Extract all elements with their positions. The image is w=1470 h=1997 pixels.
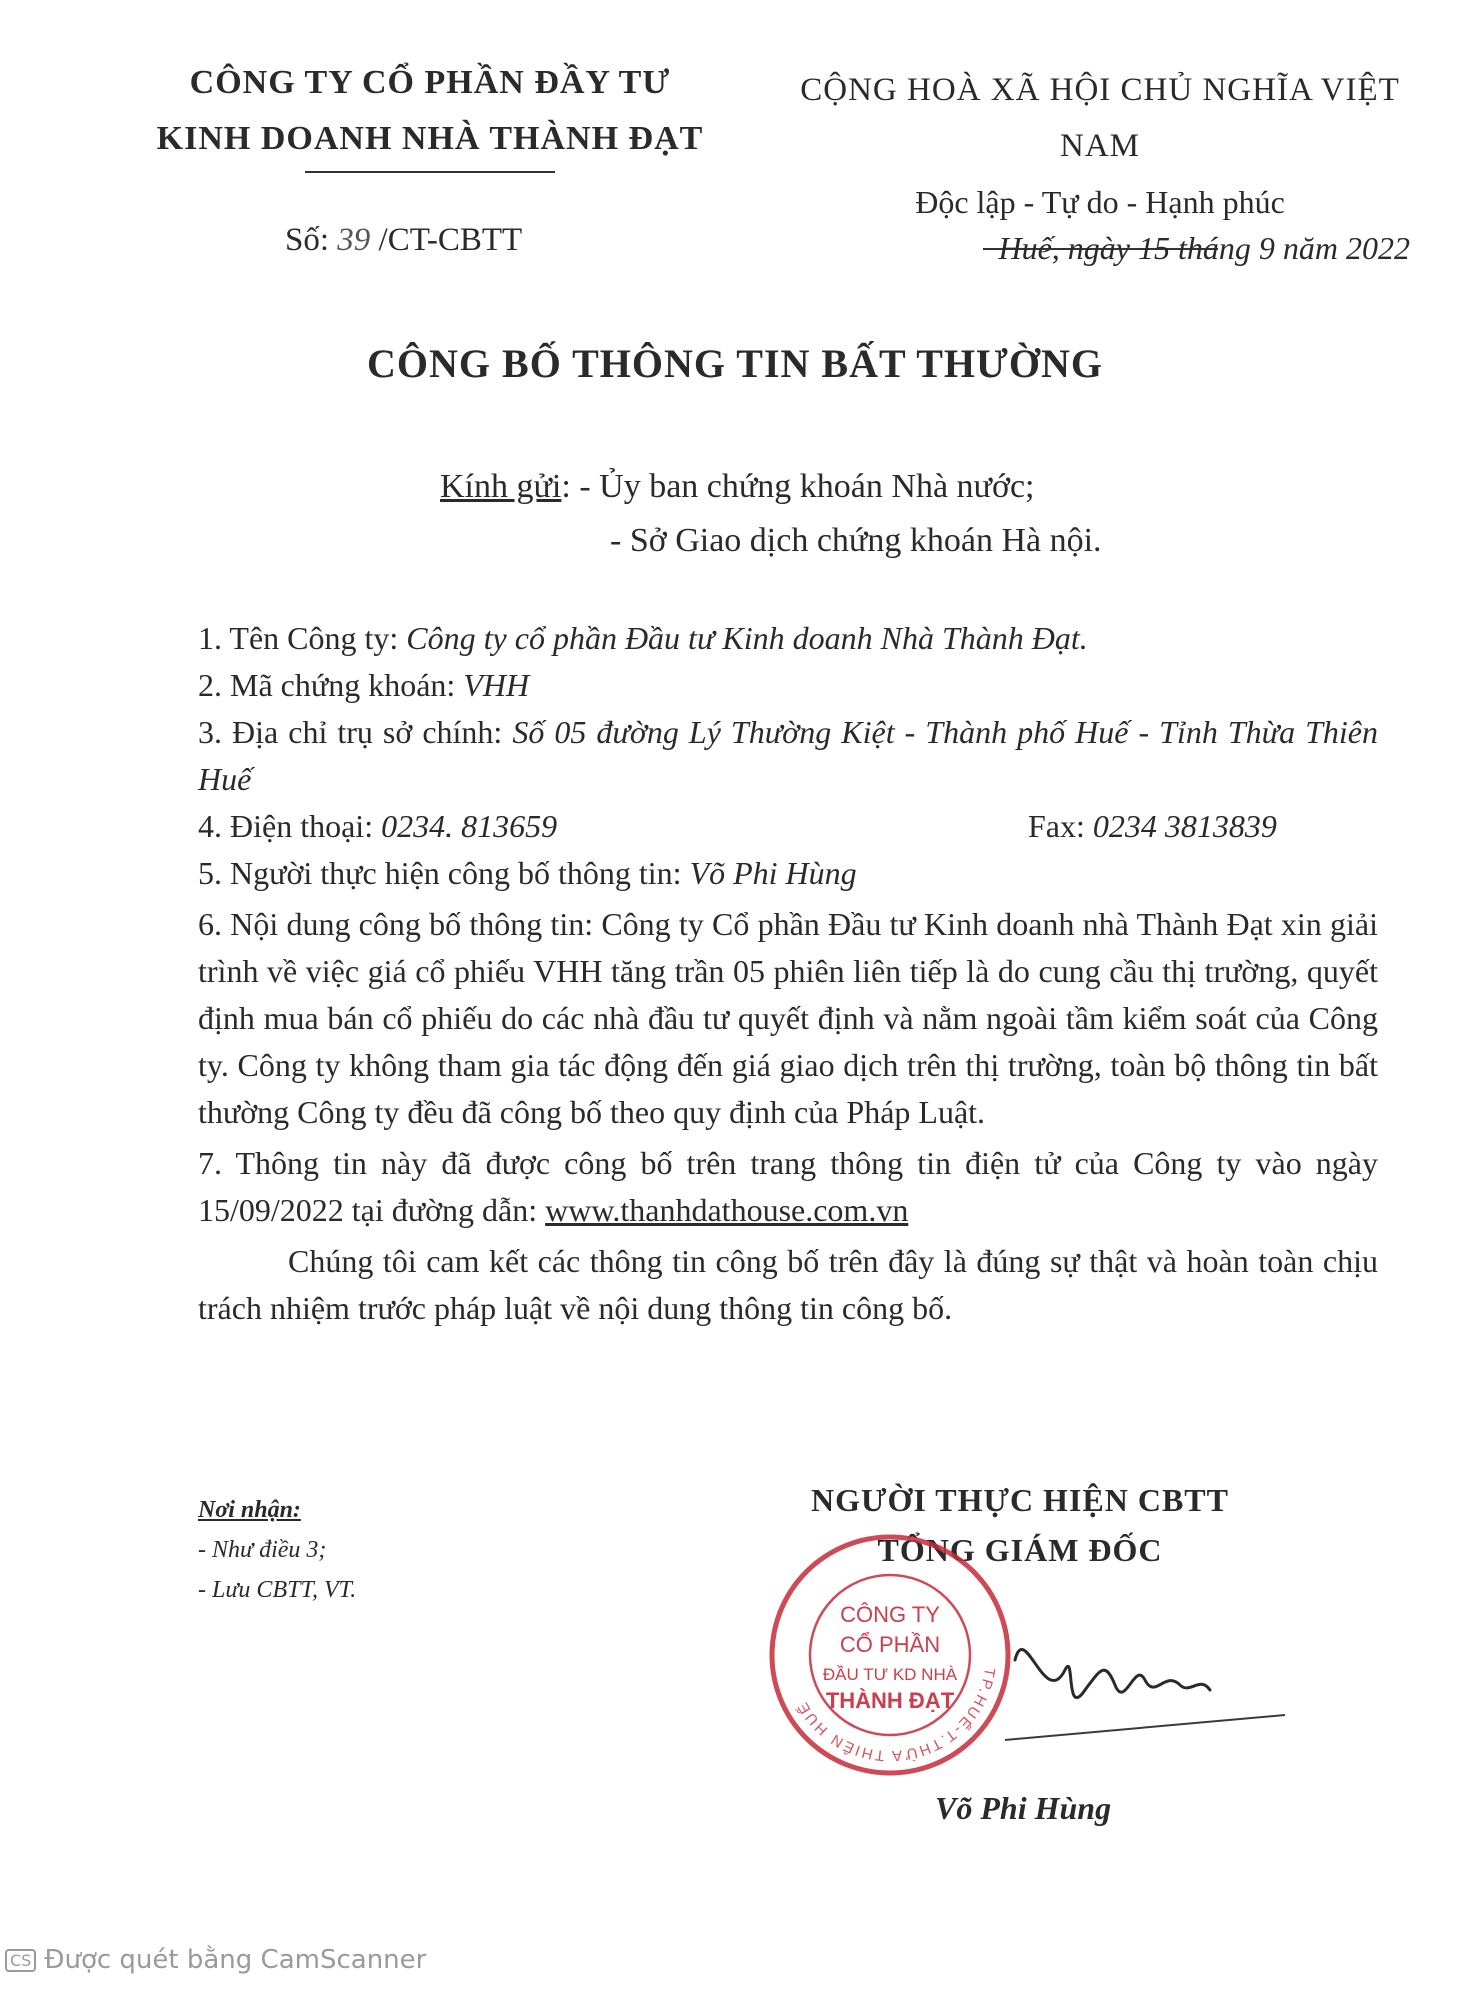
handwritten-signature bbox=[1005, 1600, 1295, 1750]
website-link[interactable]: www.thanhdathouse.com.vn bbox=[545, 1192, 909, 1228]
item-fax: Fax: 0234 3813839 bbox=[1028, 808, 1277, 844]
document-number-value: 39 bbox=[337, 222, 371, 258]
document-title: CÔNG BỐ THÔNG TIN BẤT THƯỜNG bbox=[367, 341, 1103, 386]
document-number bbox=[285, 222, 522, 259]
item-discloser: 5. Người thực hiện công bố thông tin: Võ Phi Hùng bbox=[198, 855, 857, 891]
distribution-item: - Lưu CBTT, VT. bbox=[198, 1577, 357, 1603]
svg-text:CÔNG TY: CÔNG TY bbox=[840, 1602, 940, 1627]
document-date: Huế, ngày 15 tháng 9 năm 2022 bbox=[998, 230, 1410, 266]
item-publication: 7. Thông tin này đã được công bố trên trang thông tin điện tử của Công ty vào ngày 15/09/2022 tại đường dẫn: www.thanhdathouse.com.vn bbox=[198, 1145, 1378, 1228]
distribution-heading: Nơi nhận: bbox=[198, 1497, 301, 1523]
recipients-label: Kính gửi bbox=[440, 468, 562, 505]
document-number-prefix: Số: bbox=[285, 222, 330, 258]
national-title: CỘNG HOÀ XÃ HỘI CHỦ NGHĨA VIỆT NAM bbox=[800, 72, 1400, 164]
company-seal-stamp bbox=[765, 1530, 1015, 1780]
svg-text:ĐẦU TƯ KD NHÀ: ĐẦU TƯ KD NHÀ bbox=[822, 1665, 958, 1684]
svg-text:CỔ PHẦN: CỔ PHẦN bbox=[839, 1632, 941, 1657]
document-number-suffix: /CT-CBTT bbox=[378, 222, 523, 258]
national-motto: Độc lập - Tự do - Hạnh phúc bbox=[915, 184, 1285, 220]
commitment-paragraph: Chúng tôi cam kết các thông tin công bố trên đây là đúng sự thật và hoàn toàn chịu trách nhiệm trước pháp luật về nội dung thông tin công bố. bbox=[198, 1243, 1378, 1326]
recipients-to bbox=[440, 460, 1102, 568]
signer-name: Võ Phi Hùng bbox=[935, 1790, 1112, 1826]
company-header bbox=[150, 55, 710, 173]
national-header bbox=[760, 62, 1440, 250]
camscanner-watermark bbox=[5, 1945, 426, 1975]
signer-role: NGƯỜI THỰC HIỆN CBTT bbox=[811, 1482, 1229, 1518]
item-stock-code: 2. Mã chứng khoán: VHH bbox=[198, 667, 530, 703]
distribution-item: - Như điều 3; bbox=[198, 1537, 327, 1563]
item-address: 3. Địa chỉ trụ sở chính: Số 05 đường Lý Thường Kiệt - Thành phố Huế - Tỉnh Thừa Thiên Huế bbox=[198, 714, 1379, 797]
item-phone: 4. Điện thoại: 0234. 813659 Fax: 0234 3813839 bbox=[198, 803, 1378, 850]
svg-text:TP.HUẾ-T.THỪA THIÊN HUẾ: TP.HUẾ-T.THỪA THIÊN HUẾ bbox=[793, 1666, 999, 1765]
recipient-2: - Sở Giao dịch chứng khoán Hà nội. bbox=[610, 522, 1102, 559]
document-body bbox=[198, 615, 1378, 1332]
recipient-1: : - Ủy ban chứng khoán Nhà nước; bbox=[561, 468, 1035, 505]
company-name-line1: CÔNG TY CỔ PHẦN ĐẦY TƯ bbox=[189, 64, 671, 101]
camscanner-text: Được quét bằng CamScanner bbox=[44, 1945, 427, 1975]
company-name-line2: KINH DOANH NHÀ THÀNH ĐẠT bbox=[156, 120, 704, 157]
camscanner-logo-icon: CS bbox=[5, 1949, 36, 1972]
item-disclosure-content: 6. Nội dung công bố thông tin: Công ty Cổ phần Đầu tư Kinh doanh nhà Thành Đạt xin giải trình về việc giá cổ phiếu VHH tăng trần 05 phiên liên tiếp là do cung cầu thị trường, quyết định mua bán cổ phiếu do các nhà đầu tư quyết định và nằm ngoài tầm kiểm soát của Công ty. Công ty không tham gia tác động đến giá giao dịch trên thị trường, toàn bộ thông tin bất thường Công ty đều đã công bố theo quy định của Pháp Luật. bbox=[198, 906, 1378, 1130]
svg-text:THÀNH ĐẠT: THÀNH ĐẠT bbox=[825, 1688, 955, 1713]
item-company-name: 1. Tên Công ty: Công ty cổ phần Đầu tư Kinh doanh Nhà Thành Đạt. bbox=[198, 620, 1088, 656]
company-header-underline bbox=[305, 171, 555, 173]
distribution-list bbox=[198, 1490, 356, 1610]
signer-title: TỔNG GIÁM ĐỐC bbox=[877, 1532, 1163, 1568]
